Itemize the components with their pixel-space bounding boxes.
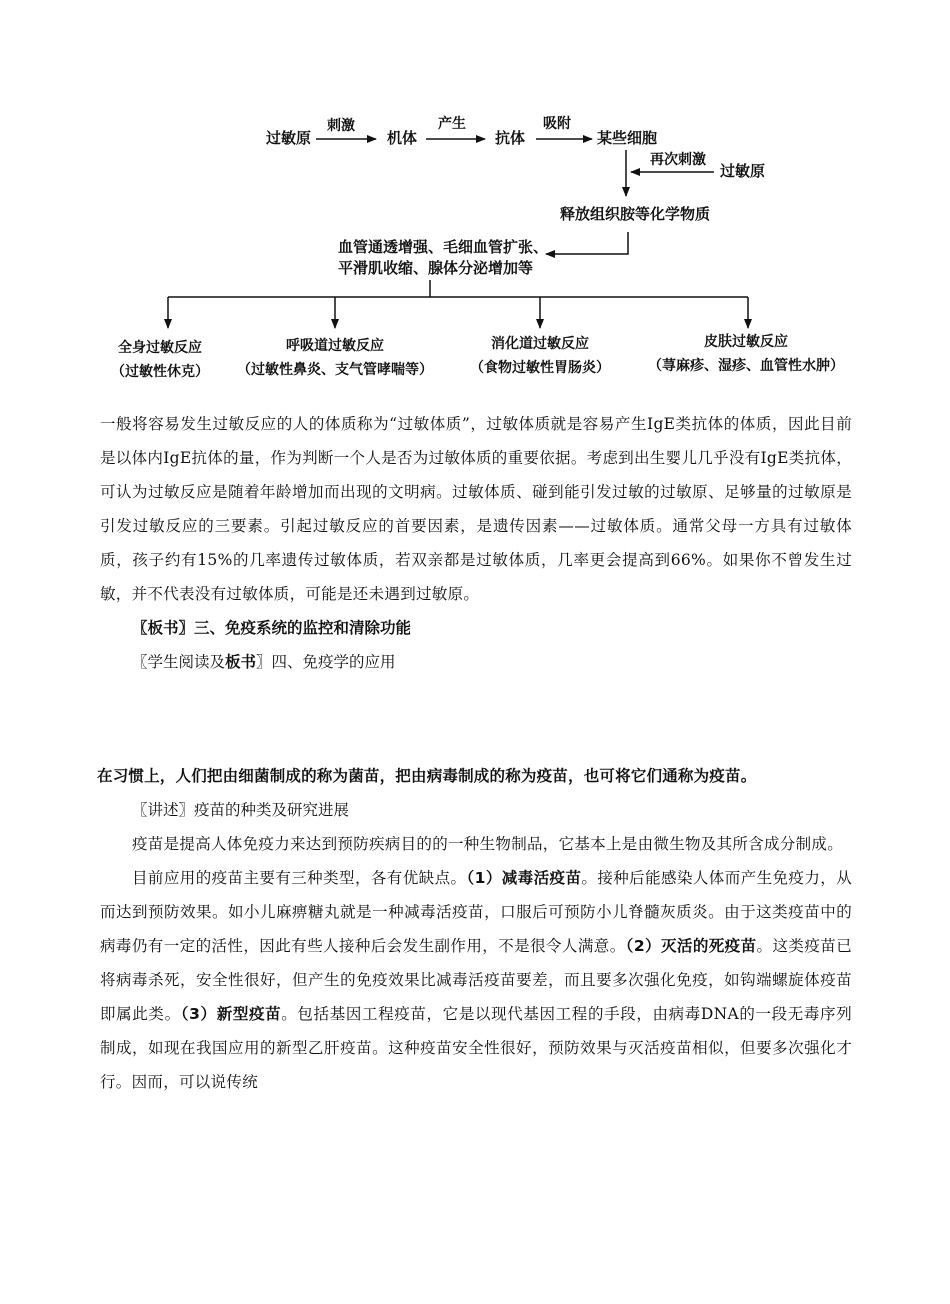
node-allergen-again: 过敏原: [720, 162, 766, 180]
type3-desc: 。包括基因工程疫苗，它是以现代基因工程的手段，由病毒DNA的一段无毒序列制成，如现在我国应用的新型乙肝疫苗。这种疫苗安全性很好，预防效果与灭活疫苗相似，但要多次强化才行。因而，可以说传统: [100, 1005, 853, 1091]
node-effects-line2: 平滑肌收缩、腺体分泌增加等: [338, 259, 534, 277]
paragraph-allergic-constitution: 一般将容易发生过敏反应的人的体质称为“过敏体质”，过敏体质就是容易产生IgE类抗体的体质，因此目前是以体内IgE抗体的量，作为判断一个人是否为过敏体质的重要依据。考虑到出生婴儿几乎没有IgE类抗体，可认为过敏反应是随着年龄增加而出现的文明病。过敏体质、碰到能引发过敏的过敏原、足够量的过敏原是引发过敏反应的三要素。引起过敏反应的首要因素，是遗传因素——过敏体质。通常父母一方具有过敏体质，孩子约有15%的几率遗传过敏体质，若双亲都是过敏体质，几率更会提高到66%。如果你不曾发生过敏，并不代表没有过敏体质，可能是还未遇到过敏原。: [100, 415, 852, 603]
reaction-systemic-example: （过敏性休克）: [111, 364, 209, 380]
type1-name: 减毒活疫苗: [501, 869, 582, 887]
types-intro: 目前应用的疫苗主要有三种类型，各有优缺点。: [132, 869, 467, 887]
type2-desc: 。这类疫苗已将病毒杀死，安全性很好，但产生的免疫效果比减毒活疫苗要差，而且要多次强化免疫，如钩端螺旋体疫苗即属此类。: [100, 937, 852, 1023]
heading-app-pre: 〖学生阅读及: [132, 653, 226, 671]
paragraph-vaccine-definition: 疫苗是提高人体免疫力来达到预防疾病目的的一种生物制品，它基本上是由微生物及其所含成分制成。: [132, 835, 844, 853]
label-stimulate: 刺激: [327, 118, 355, 134]
allergy-flow-diagram: [0, 0, 950, 400]
node-cells: 某些细胞: [597, 129, 658, 147]
heading-app-post: 〗四、免疫学的应用: [256, 653, 396, 671]
reaction-respiratory: 呼吸道过敏反应: [286, 338, 384, 354]
type2-name: 灭活的死疫苗: [660, 937, 757, 955]
body-text-2: [100, 793, 852, 1099]
reaction-digestive: 消化道过敏反应: [491, 336, 589, 352]
body-text: [100, 407, 852, 679]
arrow-release-effects: [546, 232, 628, 254]
node-effects-line1: 血管通透增强、毛细血管扩张、: [338, 238, 549, 256]
heading-app-bold: 板书: [225, 653, 257, 671]
label-produce: 产生: [438, 116, 466, 132]
bold-statement-block: [97, 759, 857, 793]
reaction-digestive-example: （食物过敏性胃肠炎）: [470, 360, 610, 376]
reaction-skin: 皮肤过敏反应: [704, 334, 788, 350]
type2-num: （2）: [625, 937, 661, 955]
heading-monitoring-clearance: [100, 611, 852, 645]
heading-monitoring-clearance-text: 〖板书〗三、免疫系统的监控和清除功能: [132, 619, 412, 637]
label-adsorb: 吸附: [543, 116, 571, 132]
paragraph-vaccine-types: [100, 861, 852, 1099]
reaction-systemic: 全身过敏反应: [118, 340, 202, 356]
label-stimulate-again: 再次刺激: [650, 152, 706, 168]
type1-num: （1）: [466, 869, 502, 887]
node-allergen: 过敏原: [266, 129, 312, 147]
bold-statement-vaccine: 在习惯上，人们把由细菌制成的称为菌苗，把由病毒制成的称为疫苗，也可将它们通称为疫苗。: [97, 767, 757, 785]
type1-desc: 。接种后能感染人体而产生免疫力，从而达到预防效果。如小儿麻痹糖丸就是一种减毒活疫苗，口服后可预防小儿脊髓灰质炎。由于这类疫苗中的病毒仍有一定的活性，因此有些人接种后会发生副作用，不是很令人满意。: [100, 869, 852, 955]
type3-num: （3）: [180, 1005, 217, 1023]
lecture-heading: 〖讲述〗疫苗的种类及研究进展: [132, 801, 350, 819]
heading-immunology-application: [100, 645, 852, 679]
reaction-skin-example: （荨麻疹、湿疹、血管性水肿）: [648, 358, 844, 374]
reaction-respiratory-example: （过敏性鼻炎、支气管哮喘等）: [237, 362, 433, 378]
type3-name: 新型疫苗: [216, 1005, 282, 1023]
node-antibody: 抗体: [495, 129, 526, 147]
node-body: 机体: [387, 129, 418, 147]
node-release: 释放组织胺等化学物质: [560, 205, 711, 223]
